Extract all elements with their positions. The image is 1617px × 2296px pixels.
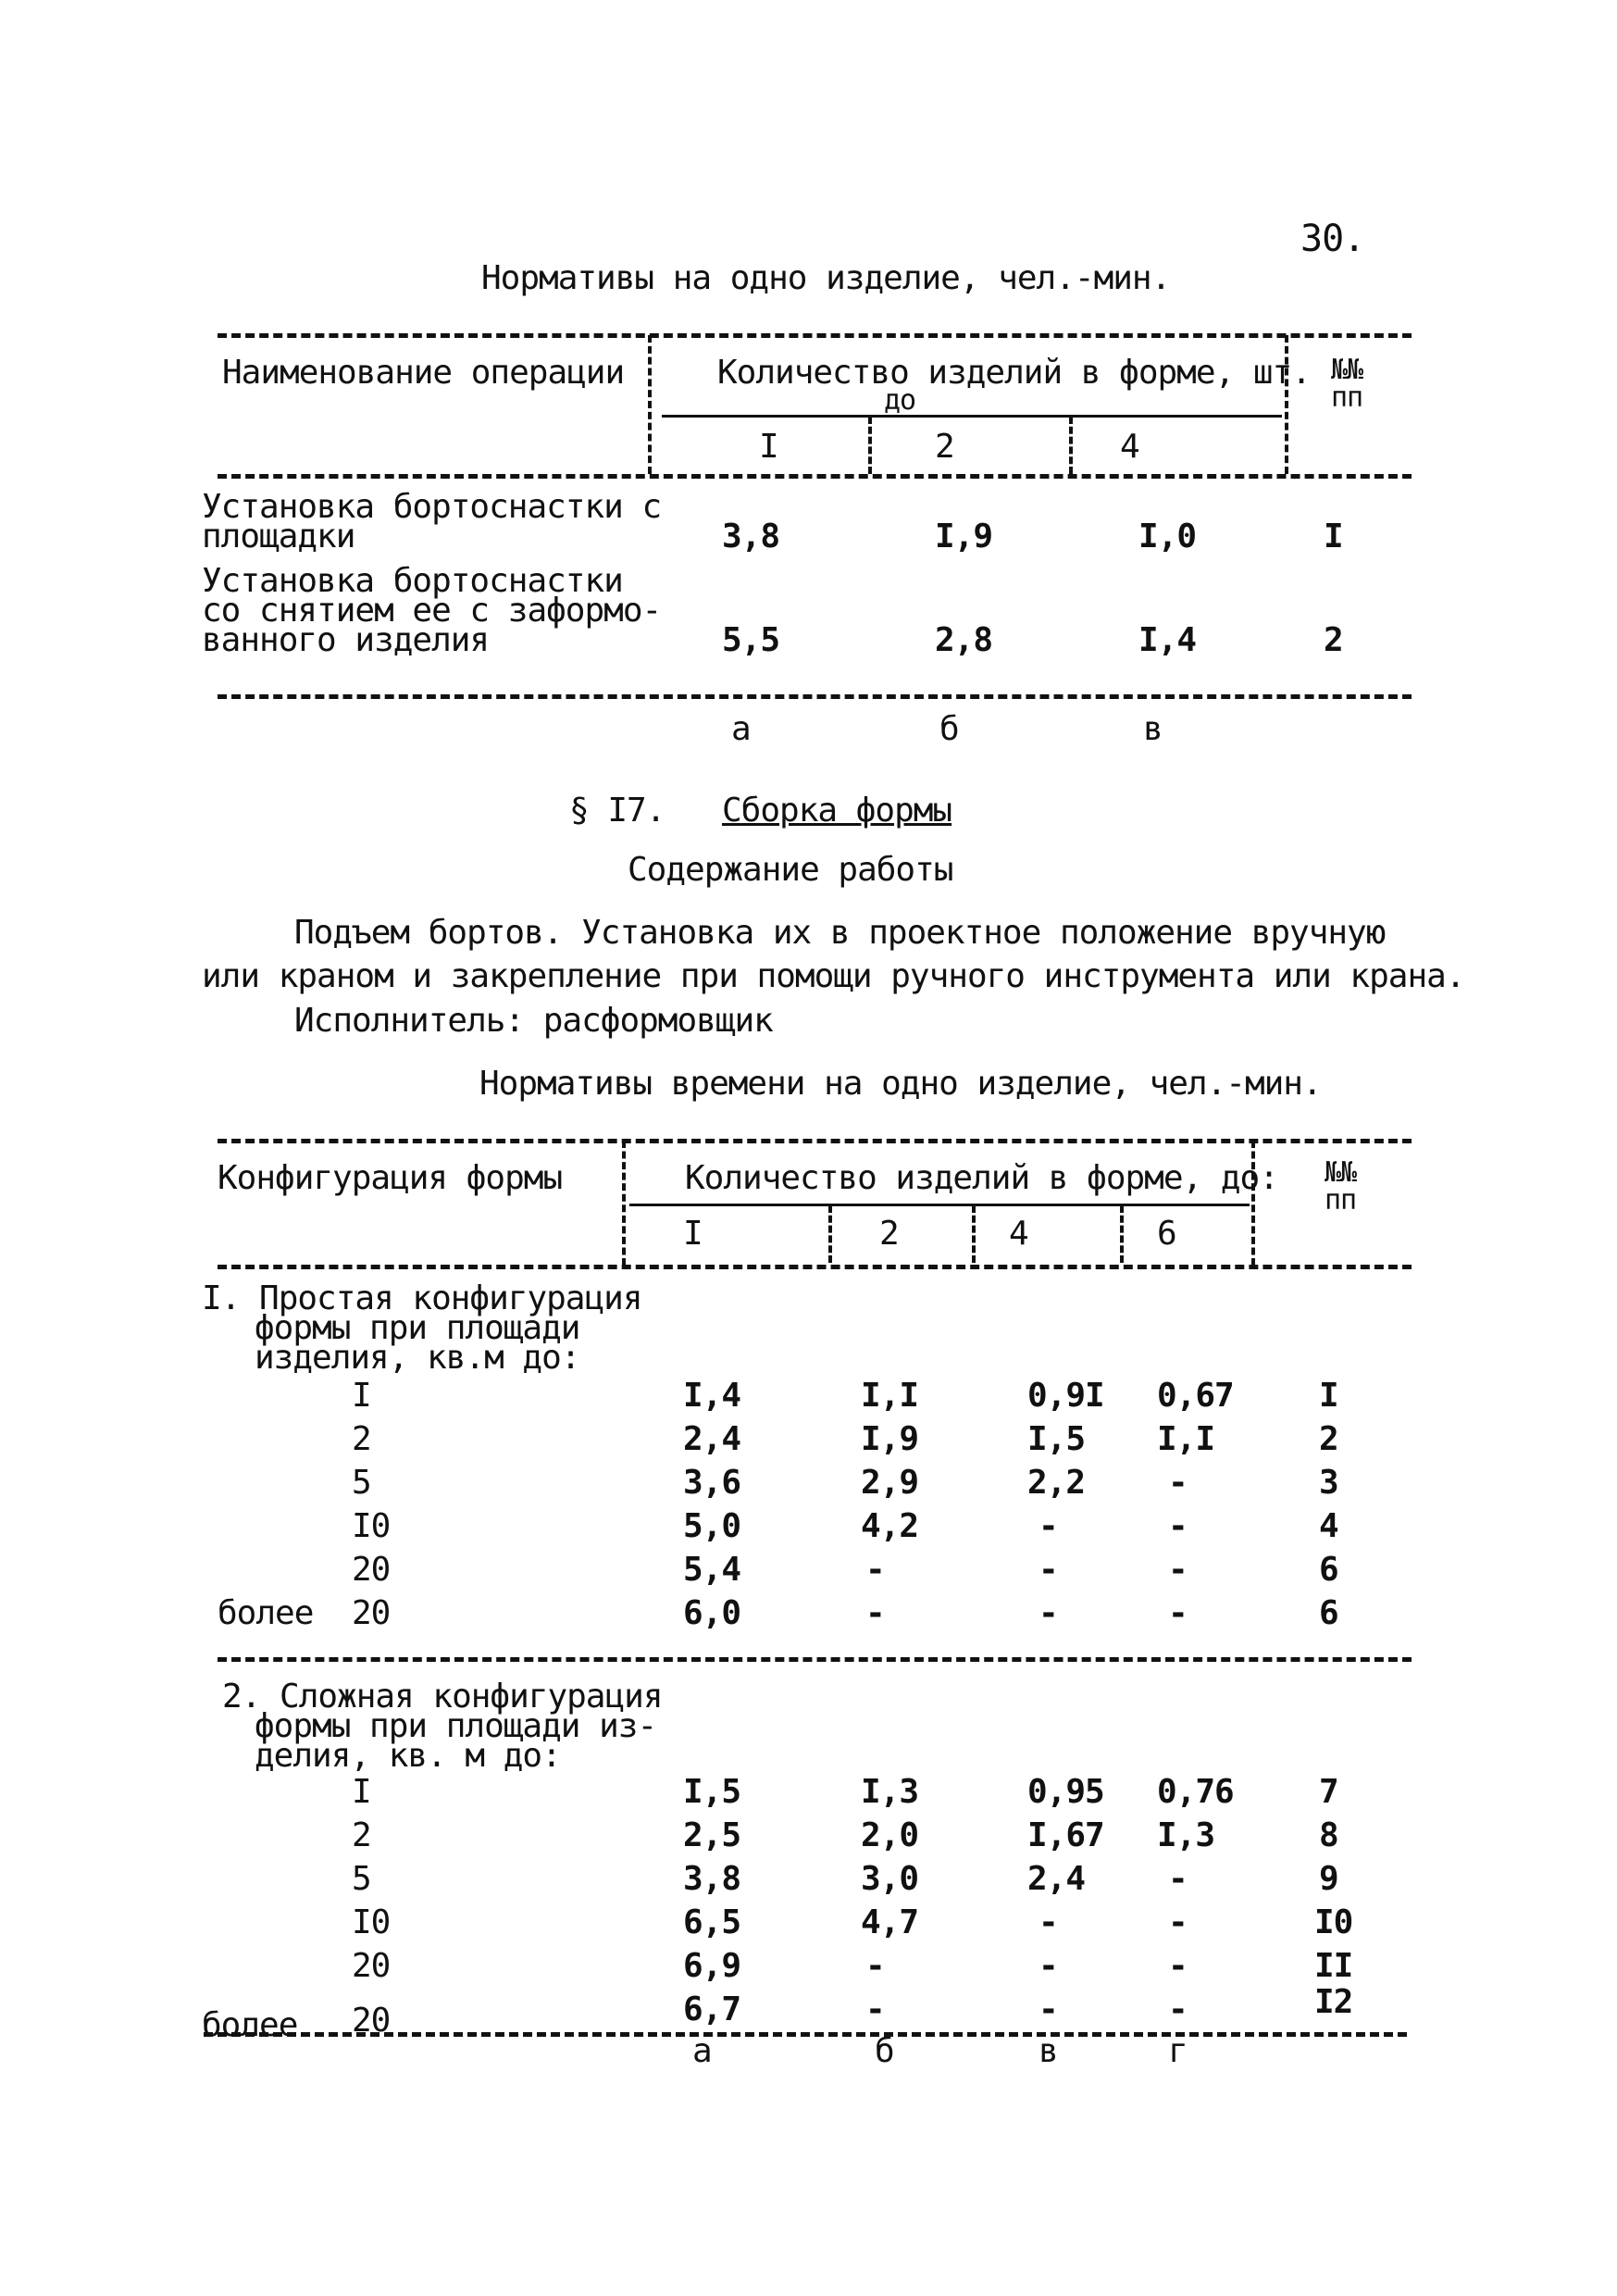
g1-row2-val1: 2,4 — [683, 1420, 741, 1458]
g2-row5-val3: - — [1039, 1947, 1058, 1985]
content-line1: Подъем бортов. Установка их в проектное положение вручную — [294, 914, 1386, 952]
table1-row2-val1: 5,5 — [722, 621, 780, 659]
table2-header-qty: Количество изделий в форме, до: — [685, 1159, 1278, 1197]
g1-row3-area: 5 — [352, 1464, 371, 1502]
table2-col-3: 4 — [1009, 1215, 1028, 1253]
g1-row4-val1: 5,0 — [683, 1507, 741, 1545]
g2-row1-val4: 0,76 — [1157, 1773, 1234, 1811]
g1-row5-area: 20 — [352, 1551, 391, 1589]
table2-header-name: Конфигурация формы — [218, 1159, 563, 1197]
table1-row2-val2: 2,8 — [935, 621, 993, 659]
g2-row5-num: II — [1314, 1947, 1353, 1985]
table1-vrule-4 — [1069, 417, 1073, 474]
g2-row1-val1: I,5 — [683, 1773, 741, 1811]
g2-row3-val2: 3,0 — [861, 1860, 919, 1898]
table1-vrule-2 — [1285, 335, 1288, 474]
table1-row1-val3: I,0 — [1138, 518, 1197, 555]
table2-vrule-3 — [828, 1205, 832, 1263]
table2-col-2: 2 — [879, 1215, 899, 1253]
table1-col-2: 2 — [935, 428, 954, 466]
g2-row3-val3: 2,4 — [1027, 1860, 1086, 1898]
g1-row4-val3: - — [1039, 1507, 1058, 1545]
table1-vrule-3 — [868, 417, 872, 474]
g1-row1-val4: 0,67 — [1157, 1377, 1234, 1415]
table1-row1-name-line2: площадки — [202, 518, 355, 555]
g2-row1-num: 7 — [1319, 1773, 1338, 1811]
table2-vrule-4 — [972, 1205, 976, 1263]
g1-row3-val2: 2,9 — [861, 1464, 919, 1502]
table1-header-qty: Количество изделий в форме, шт. — [717, 354, 1311, 392]
g2-row5-val4: - — [1168, 1947, 1188, 1985]
g2-row4-val3: - — [1039, 1903, 1058, 1941]
table1-letter-b: б — [939, 710, 959, 748]
g1-row6-val2: - — [865, 1594, 885, 1632]
table1-row1-num: I — [1324, 518, 1343, 555]
table1-top-rule — [218, 333, 1412, 338]
table1-row2-val3: I,4 — [1138, 621, 1197, 659]
g1-row4-val2: 4,2 — [861, 1507, 919, 1545]
table1-caption: Нормативы на одно изделие, чел.-мин. — [481, 259, 1171, 297]
g2-row5-val1: 6,9 — [683, 1947, 741, 1985]
table1-bottom-rule — [218, 694, 1412, 699]
table1-letter-v: в — [1143, 710, 1163, 748]
group1-title-line3: изделия, кв.м до: — [255, 1339, 580, 1377]
section-title-prefix: § I7. — [569, 792, 665, 830]
g1-row2-val4: I,I — [1157, 1420, 1215, 1458]
g2-row4-val4: - — [1168, 1903, 1188, 1941]
g1-row5-val2: - — [865, 1551, 885, 1589]
group1-title-line2: формы при площади — [255, 1309, 580, 1347]
g2-row6-val3: - — [1039, 1990, 1058, 2028]
table2-group-divider — [218, 1657, 1412, 1662]
g1-row5-val3: - — [1039, 1551, 1058, 1589]
table2-subheader-rule — [629, 1204, 1250, 1206]
table2-vrule-5 — [1120, 1205, 1124, 1263]
group1-title-line1: I. Простая конфигурация — [202, 1279, 642, 1317]
g1-row3-val4: - — [1168, 1464, 1188, 1502]
g1-row6-val4: - — [1168, 1594, 1188, 1632]
table2-header-num: №№ пп — [1324, 1156, 1357, 1217]
table1-header-name: Наименование операции — [222, 354, 625, 392]
table1-col-3: 4 — [1120, 428, 1139, 466]
section-title: Сборка формы — [722, 792, 952, 830]
table1-letter-a: а — [731, 710, 751, 748]
table2-bottom-rule — [204, 2032, 1407, 2037]
table1-vrule-1 — [648, 335, 652, 474]
g2-row6-num: I2 — [1314, 1983, 1353, 2021]
g1-row2-num: 2 — [1319, 1420, 1338, 1458]
g2-row3-val4: - — [1168, 1860, 1188, 1898]
g1-row3-val3: 2,2 — [1027, 1464, 1086, 1502]
table1-row1-val2: I,9 — [935, 518, 993, 555]
g2-row2-num: 8 — [1319, 1816, 1338, 1854]
table1-subheader-rule — [662, 415, 1282, 418]
g2-row6-area: 20 — [352, 2002, 391, 2040]
table2-col-4: 6 — [1157, 1215, 1176, 1253]
g2-row1-area: I — [352, 1773, 371, 1811]
g2-row1-val2: I,3 — [861, 1773, 919, 1811]
group2-title-line1: 2. Сложная конфигурация — [222, 1678, 663, 1716]
g2-row2-val3: I,67 — [1027, 1816, 1104, 1854]
g1-row6-area: 20 — [352, 1594, 391, 1632]
group2-title-line2: формы при площади из- — [255, 1707, 657, 1745]
g2-row5-val2: - — [865, 1947, 885, 1985]
g1-row2-val2: I,9 — [861, 1420, 919, 1458]
table2-col-1: I — [683, 1215, 703, 1253]
g1-row2-val3: I,5 — [1027, 1420, 1086, 1458]
table2-letter-g: г — [1168, 2032, 1188, 2070]
table1-row1-val1: 3,8 — [722, 518, 780, 555]
g2-row4-num: I0 — [1314, 1903, 1353, 1941]
table2-caption: Нормативы времени на одно изделие, чел.-мин. — [479, 1065, 1322, 1103]
table1-row2-name-line1: Установка бортоснастки — [202, 562, 623, 600]
table1-row2-num: 2 — [1324, 621, 1343, 659]
table1-row1-name-line1: Установка бортоснастки с — [202, 488, 662, 526]
table2-header-bottom-rule — [218, 1265, 1412, 1269]
page-number: 30. — [1300, 218, 1365, 260]
g2-row5-area: 20 — [352, 1947, 391, 1985]
table2-vrule-1 — [622, 1141, 626, 1266]
g1-row3-val1: 3,6 — [683, 1464, 741, 1502]
g2-row2-area: 2 — [352, 1816, 371, 1854]
table1-header-qty-suffix: до — [884, 384, 916, 417]
g1-row3-num: 3 — [1319, 1464, 1338, 1502]
table2-letter-a: а — [692, 2032, 712, 2070]
g2-row6-val1: 6,7 — [683, 1990, 741, 2028]
g2-row3-num: 9 — [1319, 1860, 1338, 1898]
content-heading: Содержание работы — [628, 851, 953, 889]
g1-row4-val4: - — [1168, 1507, 1188, 1545]
g1-row4-area: I0 — [352, 1507, 391, 1545]
table2-letter-b: б — [875, 2032, 894, 2070]
table2-vrule-2 — [1251, 1141, 1255, 1266]
g2-row2-val2: 2,0 — [861, 1816, 919, 1854]
g1-row5-val4: - — [1168, 1551, 1188, 1589]
table1-header-num: №№ пп — [1330, 354, 1363, 414]
g2-row4-val2: 4,7 — [861, 1903, 919, 1941]
table2-letter-v: в — [1039, 2032, 1058, 2070]
table1-col-1: I — [759, 428, 778, 466]
g1-row6-val1: 6,0 — [683, 1594, 741, 1632]
g1-row1-num: I — [1319, 1377, 1338, 1415]
g2-row2-val1: 2,5 — [683, 1816, 741, 1854]
table1-row2-name-line2: со снятием ее с заформо- — [202, 592, 662, 630]
g1-row1-area: I — [352, 1377, 371, 1415]
g1-row6-prefix: более — [218, 1594, 314, 1632]
g1-row6-num: 6 — [1319, 1594, 1338, 1632]
g2-row3-area: 5 — [352, 1860, 371, 1898]
g2-row6-val2: - — [865, 1990, 885, 2028]
g1-row1-val2: I,I — [861, 1377, 919, 1415]
group2-title-line3: делия, кв. м до: — [255, 1737, 561, 1775]
g1-row5-val1: 5,4 — [683, 1551, 741, 1589]
g1-row1-val3: 0,9I — [1027, 1377, 1104, 1415]
g1-row1-val1: I,4 — [683, 1377, 741, 1415]
g2-row4-area: I0 — [352, 1903, 391, 1941]
g2-row4-val1: 6,5 — [683, 1903, 741, 1941]
table1-header-bottom-rule — [218, 474, 1412, 479]
performer: Исполнитель: расформовщик — [294, 1002, 773, 1040]
g2-row6-prefix: более — [202, 2006, 298, 2044]
g1-row2-area: 2 — [352, 1420, 371, 1458]
g2-row6-val4: - — [1168, 1990, 1188, 2028]
table1-row2-name-line3: ванного изделия — [202, 621, 490, 659]
table2-top-rule — [218, 1139, 1412, 1143]
g1-row6-val3: - — [1039, 1594, 1058, 1632]
g2-row1-val3: 0,95 — [1027, 1773, 1104, 1811]
g1-row5-num: 6 — [1319, 1551, 1338, 1589]
g1-row4-num: 4 — [1319, 1507, 1338, 1545]
content-line2: или краном и закрепление при помощи ручного инструмента или крана. — [202, 957, 1465, 995]
g2-row2-val4: I,3 — [1157, 1816, 1215, 1854]
g2-row3-val1: 3,8 — [683, 1860, 741, 1898]
